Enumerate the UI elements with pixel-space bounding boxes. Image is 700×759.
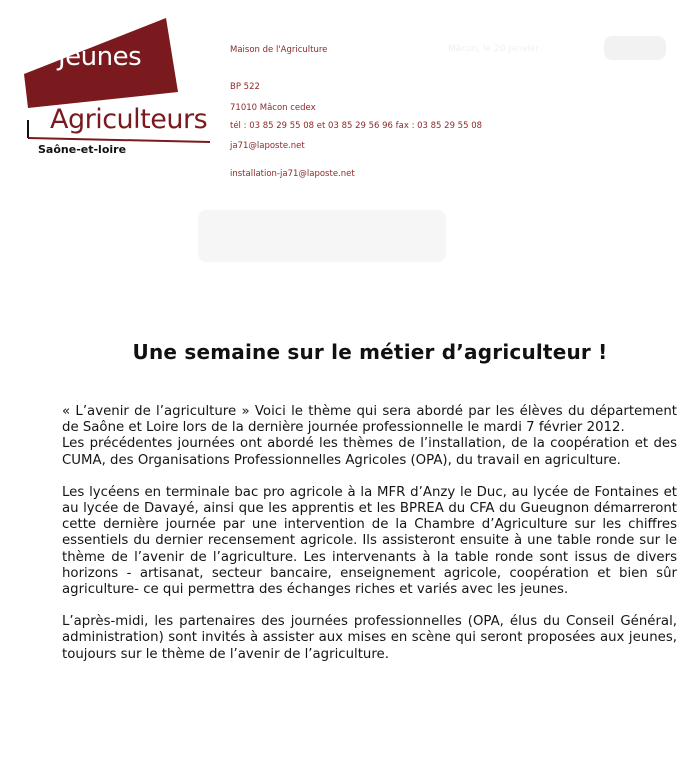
date-line: Mâcon, le 20 janvier — [448, 44, 540, 54]
page-title: Une semaine sur le métier d’agriculteur ! — [132, 340, 608, 364]
org-region: Saône-et-loire — [38, 143, 127, 156]
address-line: 71010 Mâcon cedex — [230, 103, 316, 113]
phone-line: tél : 03 85 29 55 08 et 03 85 29 56 96 fax : 03 85 29 55 08 — [230, 121, 483, 131]
faded-mark — [604, 36, 666, 60]
paragraph: Les lycéens en terminale bac pro agricole à la MFR d’Anzy le Duc, au lycée de Fontaines et au lycée de Davayé, ainsi que les apprentis et les BPREA du CFA du Gueugnon démarreront cette dernière journée par une intervention de la Chambre d’Agriculture sur les chiffres essentiels du dernier recensement agricole. Ils assisteront ensuite à une table ronde sur le thème de l’avenir de l’agriculture. Les intervenants à la table ronde sont issus de divers horizons - artisanat, secteur bancaire, enseignement agricole, coopération et bien sûr agriculture- ce qui permettra des échanges riches et variés avec les jeunes. — [62, 484, 677, 598]
address-line: BP 522 — [230, 82, 260, 92]
paragraph: L’après-midi, les partenaires des journées professionnelles (OPA, élus du Conseil Général, administration) sont invités à assister aux mises en scène qui seront proposées aux jeunes, toujours sur le thème de l’avenir de l’agriculture. — [62, 614, 677, 662]
article-body — [62, 404, 677, 679]
org-name-line1: Jeunes — [58, 42, 142, 72]
email-line: ja71@laposte.net — [230, 141, 305, 151]
email-line: installation-ja71@laposte.net — [230, 169, 355, 179]
address-line: Maison de l'Agriculture — [230, 45, 328, 55]
paragraph: « L’avenir de l’agriculture » Voici le thème qui sera abordé par les élèves du département de Saône et Loire lors de la dernière journée professionnelle le mardi 7 février 2012. — [62, 404, 677, 436]
faded-mark — [198, 210, 446, 262]
org-name-line2: Agriculteurs — [50, 104, 208, 135]
paragraph: Les précédentes journées ont abordé les thèmes de l’installation, de la coopération et des CUMA, des Organisations Professionnelles Agricoles (OPA), du travail en agriculture. — [62, 436, 677, 468]
